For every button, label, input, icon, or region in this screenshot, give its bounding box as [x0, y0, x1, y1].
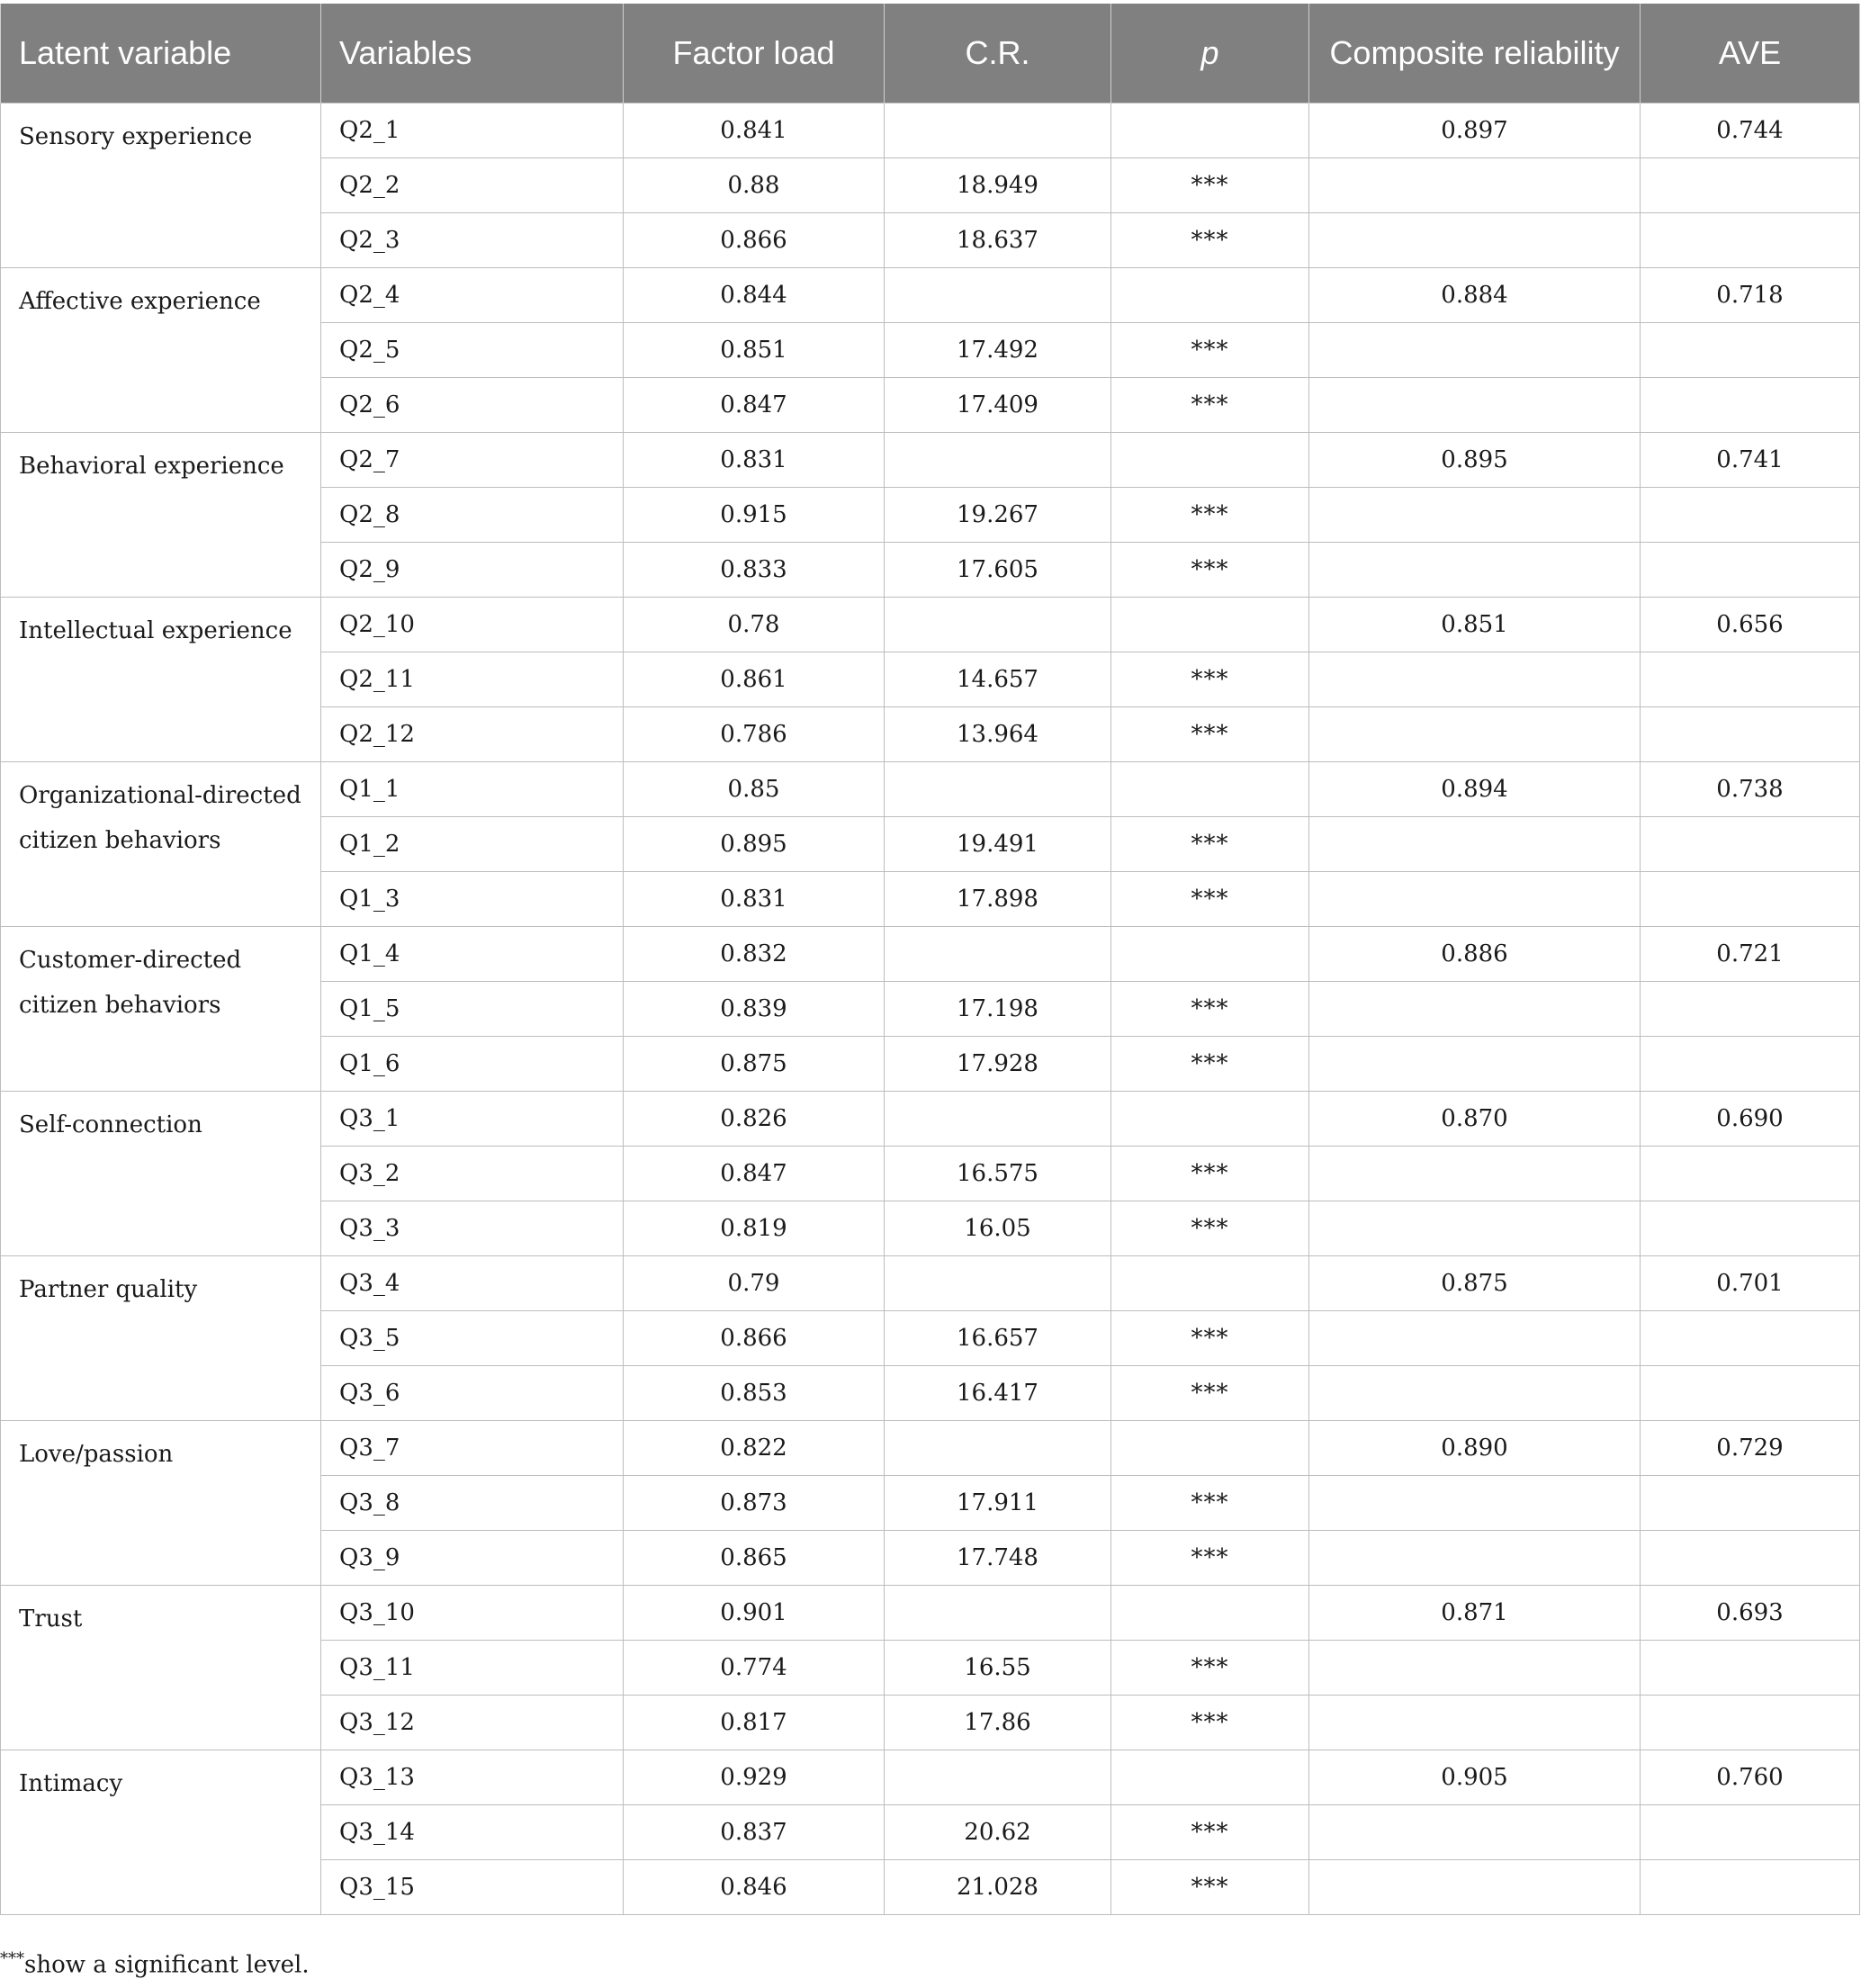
- footnote-marker: ***: [0, 1949, 24, 1968]
- composite-reliability-cell: 0.851: [1309, 598, 1641, 652]
- cr-cell: 17.605: [885, 543, 1111, 598]
- footnote-text: show a significant level.: [24, 1951, 310, 1979]
- composite-reliability-cell: [1309, 1641, 1641, 1696]
- ave-cell: [1641, 543, 1860, 598]
- p-value-cell: ***: [1111, 158, 1309, 213]
- variable-cell: Q1_4: [321, 927, 624, 982]
- p-value-cell: ***: [1111, 1641, 1309, 1696]
- ave-cell: 0.718: [1641, 268, 1860, 323]
- variable-cell: Q3_9: [321, 1531, 624, 1586]
- composite-reliability-cell: [1309, 817, 1641, 872]
- factor-load-cell: 0.841: [624, 103, 885, 158]
- p-value-cell: ***: [1111, 1696, 1309, 1750]
- composite-reliability-cell: 0.870: [1309, 1092, 1641, 1147]
- ave-cell: [1641, 1147, 1860, 1201]
- p-value-cell: ***: [1111, 1860, 1309, 1915]
- header-cr: C.R.: [885, 4, 1111, 103]
- factor-load-cell: 0.819: [624, 1201, 885, 1256]
- cr-cell: 17.911: [885, 1476, 1111, 1531]
- cr-cell: 13.964: [885, 707, 1111, 762]
- ave-cell: [1641, 1476, 1860, 1531]
- variable-cell: Q2_1: [321, 103, 624, 158]
- factor-load-cell: 0.774: [624, 1641, 885, 1696]
- ave-cell: 0.701: [1641, 1256, 1860, 1311]
- composite-reliability-cell: [1309, 982, 1641, 1037]
- variable-cell: Q3_15: [321, 1860, 624, 1915]
- ave-cell: [1641, 817, 1860, 872]
- latent-variable-cell: Sensory experience: [1, 103, 321, 268]
- factor-load-cell: 0.826: [624, 1092, 885, 1147]
- cr-cell: [885, 433, 1111, 488]
- table-row: [1, 103, 1860, 158]
- ave-cell: [1641, 1805, 1860, 1860]
- cr-cell: [885, 762, 1111, 817]
- ave-cell: 0.690: [1641, 1092, 1860, 1147]
- factor-load-cell: 0.831: [624, 872, 885, 927]
- header-row: [1, 4, 1860, 103]
- ave-cell: [1641, 652, 1860, 707]
- ave-cell: [1641, 488, 1860, 543]
- composite-reliability-cell: [1309, 1476, 1641, 1531]
- cr-cell: 17.86: [885, 1696, 1111, 1750]
- composite-reliability-cell: [1309, 1860, 1641, 1915]
- cr-cell: [885, 1750, 1111, 1805]
- ave-cell: 0.693: [1641, 1586, 1860, 1641]
- table-row: [1, 927, 1860, 982]
- p-value-cell: ***: [1111, 982, 1309, 1037]
- composite-reliability-cell: 0.897: [1309, 103, 1641, 158]
- header-p: p: [1111, 4, 1309, 103]
- ave-cell: 0.738: [1641, 762, 1860, 817]
- composite-reliability-cell: [1309, 872, 1641, 927]
- table-footnote: [0, 1949, 310, 1979]
- latent-variable-cell: Intellectual experience: [1, 598, 321, 762]
- cr-cell: 17.898: [885, 872, 1111, 927]
- factor-load-cell: 0.79: [624, 1256, 885, 1311]
- ave-cell: [1641, 1531, 1860, 1586]
- cr-cell: 14.657: [885, 652, 1111, 707]
- cr-cell: 16.417: [885, 1366, 1111, 1421]
- latent-variable-cell: Self-connection: [1, 1092, 321, 1256]
- variable-cell: Q2_8: [321, 488, 624, 543]
- variable-cell: Q3_11: [321, 1641, 624, 1696]
- ave-cell: 0.760: [1641, 1750, 1860, 1805]
- cr-cell: [885, 268, 1111, 323]
- factor-load-cell: 0.895: [624, 817, 885, 872]
- variable-cell: Q3_3: [321, 1201, 624, 1256]
- p-value-cell: [1111, 1256, 1309, 1311]
- cr-cell: 16.575: [885, 1147, 1111, 1201]
- composite-reliability-cell: [1309, 213, 1641, 268]
- composite-reliability-cell: [1309, 1805, 1641, 1860]
- p-value-cell: ***: [1111, 1037, 1309, 1092]
- composite-reliability-cell: 0.886: [1309, 927, 1641, 982]
- variable-cell: Q2_3: [321, 213, 624, 268]
- p-value-cell: ***: [1111, 378, 1309, 433]
- latent-variable-cell: Trust: [1, 1586, 321, 1750]
- factor-load-cell: 0.866: [624, 1311, 885, 1366]
- latent-variable-cell: Affective experience: [1, 268, 321, 433]
- header-latent-variable: Latent variable: [1, 4, 321, 103]
- ave-cell: [1641, 982, 1860, 1037]
- variable-cell: Q2_11: [321, 652, 624, 707]
- p-value-cell: ***: [1111, 872, 1309, 927]
- p-value-cell: ***: [1111, 1476, 1309, 1531]
- ave-cell: 0.741: [1641, 433, 1860, 488]
- cfa-results-table: [0, 4, 1860, 1915]
- variable-cell: Q3_13: [321, 1750, 624, 1805]
- composite-reliability-cell: [1309, 652, 1641, 707]
- variable-cell: Q3_2: [321, 1147, 624, 1201]
- variable-cell: Q3_8: [321, 1476, 624, 1531]
- ave-cell: [1641, 707, 1860, 762]
- ave-cell: [1641, 158, 1860, 213]
- header-composite-reliability: Composite reliability: [1309, 4, 1641, 103]
- p-value-cell: [1111, 927, 1309, 982]
- cr-cell: 17.409: [885, 378, 1111, 433]
- table-row: [1, 268, 1860, 323]
- factor-load-cell: 0.847: [624, 1147, 885, 1201]
- variable-cell: Q3_5: [321, 1311, 624, 1366]
- table-row: [1, 1092, 1860, 1147]
- variable-cell: Q2_10: [321, 598, 624, 652]
- factor-load-cell: 0.875: [624, 1037, 885, 1092]
- cr-cell: 21.028: [885, 1860, 1111, 1915]
- table-row: [1, 598, 1860, 652]
- composite-reliability-cell: [1309, 1696, 1641, 1750]
- cr-cell: 16.55: [885, 1641, 1111, 1696]
- variable-cell: Q1_3: [321, 872, 624, 927]
- ave-cell: [1641, 323, 1860, 378]
- cr-cell: 19.491: [885, 817, 1111, 872]
- composite-reliability-cell: [1309, 1201, 1641, 1256]
- factor-load-cell: 0.88: [624, 158, 885, 213]
- composite-reliability-cell: 0.890: [1309, 1421, 1641, 1476]
- factor-load-cell: 0.866: [624, 213, 885, 268]
- composite-reliability-cell: [1309, 1311, 1641, 1366]
- ave-cell: [1641, 1201, 1860, 1256]
- cr-cell: 16.05: [885, 1201, 1111, 1256]
- cr-cell: 17.492: [885, 323, 1111, 378]
- variable-cell: Q3_7: [321, 1421, 624, 1476]
- p-value-cell: [1111, 433, 1309, 488]
- p-value-cell: [1111, 1586, 1309, 1641]
- factor-load-cell: 0.915: [624, 488, 885, 543]
- table-row: [1, 1421, 1860, 1476]
- factor-load-cell: 0.822: [624, 1421, 885, 1476]
- table-row: [1, 1256, 1860, 1311]
- factor-load-cell: 0.833: [624, 543, 885, 598]
- variable-cell: Q3_10: [321, 1586, 624, 1641]
- ave-cell: [1641, 378, 1860, 433]
- factor-load-cell: 0.901: [624, 1586, 885, 1641]
- factor-load-cell: 0.832: [624, 927, 885, 982]
- p-value-cell: ***: [1111, 543, 1309, 598]
- variable-cell: Q2_12: [321, 707, 624, 762]
- composite-reliability-cell: [1309, 158, 1641, 213]
- p-value-cell: ***: [1111, 213, 1309, 268]
- latent-variable-cell: Organizational-directed citizen behaviors: [1, 762, 321, 927]
- p-value-cell: [1111, 762, 1309, 817]
- composite-reliability-cell: 0.905: [1309, 1750, 1641, 1805]
- composite-reliability-cell: [1309, 1037, 1641, 1092]
- variable-cell: Q2_4: [321, 268, 624, 323]
- p-value-cell: ***: [1111, 1366, 1309, 1421]
- factor-load-cell: 0.929: [624, 1750, 885, 1805]
- factor-load-cell: 0.831: [624, 433, 885, 488]
- variable-cell: Q2_9: [321, 543, 624, 598]
- p-value-cell: ***: [1111, 1311, 1309, 1366]
- ave-cell: [1641, 213, 1860, 268]
- variable-cell: Q2_2: [321, 158, 624, 213]
- factor-load-cell: 0.861: [624, 652, 885, 707]
- p-value-cell: [1111, 598, 1309, 652]
- table-row: [1, 762, 1860, 817]
- cr-cell: [885, 103, 1111, 158]
- composite-reliability-cell: [1309, 378, 1641, 433]
- composite-reliability-cell: 0.894: [1309, 762, 1641, 817]
- composite-reliability-cell: 0.875: [1309, 1256, 1641, 1311]
- ave-cell: [1641, 1311, 1860, 1366]
- latent-variable-cell: Love/passion: [1, 1421, 321, 1586]
- cr-cell: 17.748: [885, 1531, 1111, 1586]
- table-row: [1, 433, 1860, 488]
- composite-reliability-cell: [1309, 1531, 1641, 1586]
- variable-cell: Q1_5: [321, 982, 624, 1037]
- latent-variable-cell: Partner quality: [1, 1256, 321, 1421]
- cr-cell: [885, 598, 1111, 652]
- composite-reliability-cell: 0.884: [1309, 268, 1641, 323]
- cr-cell: [885, 927, 1111, 982]
- factor-load-cell: 0.846: [624, 1860, 885, 1915]
- factor-load-cell: 0.853: [624, 1366, 885, 1421]
- p-value-cell: ***: [1111, 817, 1309, 872]
- ave-cell: 0.744: [1641, 103, 1860, 158]
- cr-cell: 19.267: [885, 488, 1111, 543]
- ave-cell: [1641, 1641, 1860, 1696]
- header-factor-load: Factor load: [624, 4, 885, 103]
- latent-variable-cell: Intimacy: [1, 1750, 321, 1915]
- variable-cell: Q1_6: [321, 1037, 624, 1092]
- p-value-cell: [1111, 1750, 1309, 1805]
- latent-variable-cell: Customer-directed citizen behaviors: [1, 927, 321, 1092]
- table-body: [1, 103, 1860, 1915]
- variable-cell: Q3_6: [321, 1366, 624, 1421]
- variable-cell: Q1_2: [321, 817, 624, 872]
- header-variables: Variables: [321, 4, 624, 103]
- variable-cell: Q2_5: [321, 323, 624, 378]
- cr-cell: 20.62: [885, 1805, 1111, 1860]
- cr-cell: 16.657: [885, 1311, 1111, 1366]
- composite-reliability-cell: [1309, 323, 1641, 378]
- ave-cell: [1641, 1037, 1860, 1092]
- latent-variable-cell: Behavioral experience: [1, 433, 321, 598]
- ave-cell: [1641, 1696, 1860, 1750]
- cr-cell: [885, 1092, 1111, 1147]
- cr-cell: 17.198: [885, 982, 1111, 1037]
- factor-load-cell: 0.865: [624, 1531, 885, 1586]
- cr-cell: [885, 1256, 1111, 1311]
- table-row: [1, 1750, 1860, 1805]
- p-value-cell: ***: [1111, 323, 1309, 378]
- variable-cell: Q3_14: [321, 1805, 624, 1860]
- p-value-cell: ***: [1111, 1805, 1309, 1860]
- p-value-cell: ***: [1111, 1531, 1309, 1586]
- cr-cell: [885, 1421, 1111, 1476]
- variable-cell: Q2_7: [321, 433, 624, 488]
- composite-reliability-cell: [1309, 488, 1641, 543]
- p-value-cell: ***: [1111, 1201, 1309, 1256]
- cr-cell: [885, 1586, 1111, 1641]
- ave-cell: [1641, 1366, 1860, 1421]
- cr-cell: 18.949: [885, 158, 1111, 213]
- factor-load-cell: 0.847: [624, 378, 885, 433]
- variable-cell: Q2_6: [321, 378, 624, 433]
- variable-cell: Q3_12: [321, 1696, 624, 1750]
- variable-cell: Q1_1: [321, 762, 624, 817]
- factor-load-cell: 0.851: [624, 323, 885, 378]
- header-ave: AVE: [1641, 4, 1860, 103]
- p-value-cell: [1111, 268, 1309, 323]
- p-value-cell: [1111, 1092, 1309, 1147]
- ave-cell: [1641, 1860, 1860, 1915]
- cr-cell: 18.637: [885, 213, 1111, 268]
- p-value-cell: [1111, 103, 1309, 158]
- factor-load-cell: 0.873: [624, 1476, 885, 1531]
- composite-reliability-cell: 0.871: [1309, 1586, 1641, 1641]
- composite-reliability-cell: [1309, 1147, 1641, 1201]
- factor-load-cell: 0.844: [624, 268, 885, 323]
- composite-reliability-cell: 0.895: [1309, 433, 1641, 488]
- p-value-cell: ***: [1111, 652, 1309, 707]
- factor-load-cell: 0.78: [624, 598, 885, 652]
- composite-reliability-cell: [1309, 707, 1641, 762]
- variable-cell: Q3_1: [321, 1092, 624, 1147]
- p-value-cell: ***: [1111, 707, 1309, 762]
- ave-cell: [1641, 872, 1860, 927]
- factor-load-cell: 0.817: [624, 1696, 885, 1750]
- composite-reliability-cell: [1309, 1366, 1641, 1421]
- ave-cell: 0.721: [1641, 927, 1860, 982]
- p-value-cell: ***: [1111, 488, 1309, 543]
- p-value-cell: ***: [1111, 1147, 1309, 1201]
- table-row: [1, 1586, 1860, 1641]
- factor-load-cell: 0.837: [624, 1805, 885, 1860]
- variable-cell: Q3_4: [321, 1256, 624, 1311]
- cr-cell: 17.928: [885, 1037, 1111, 1092]
- p-value-cell: [1111, 1421, 1309, 1476]
- factor-load-cell: 0.786: [624, 707, 885, 762]
- factor-load-cell: 0.839: [624, 982, 885, 1037]
- composite-reliability-cell: [1309, 543, 1641, 598]
- ave-cell: 0.729: [1641, 1421, 1860, 1476]
- ave-cell: 0.656: [1641, 598, 1860, 652]
- factor-load-cell: 0.85: [624, 762, 885, 817]
